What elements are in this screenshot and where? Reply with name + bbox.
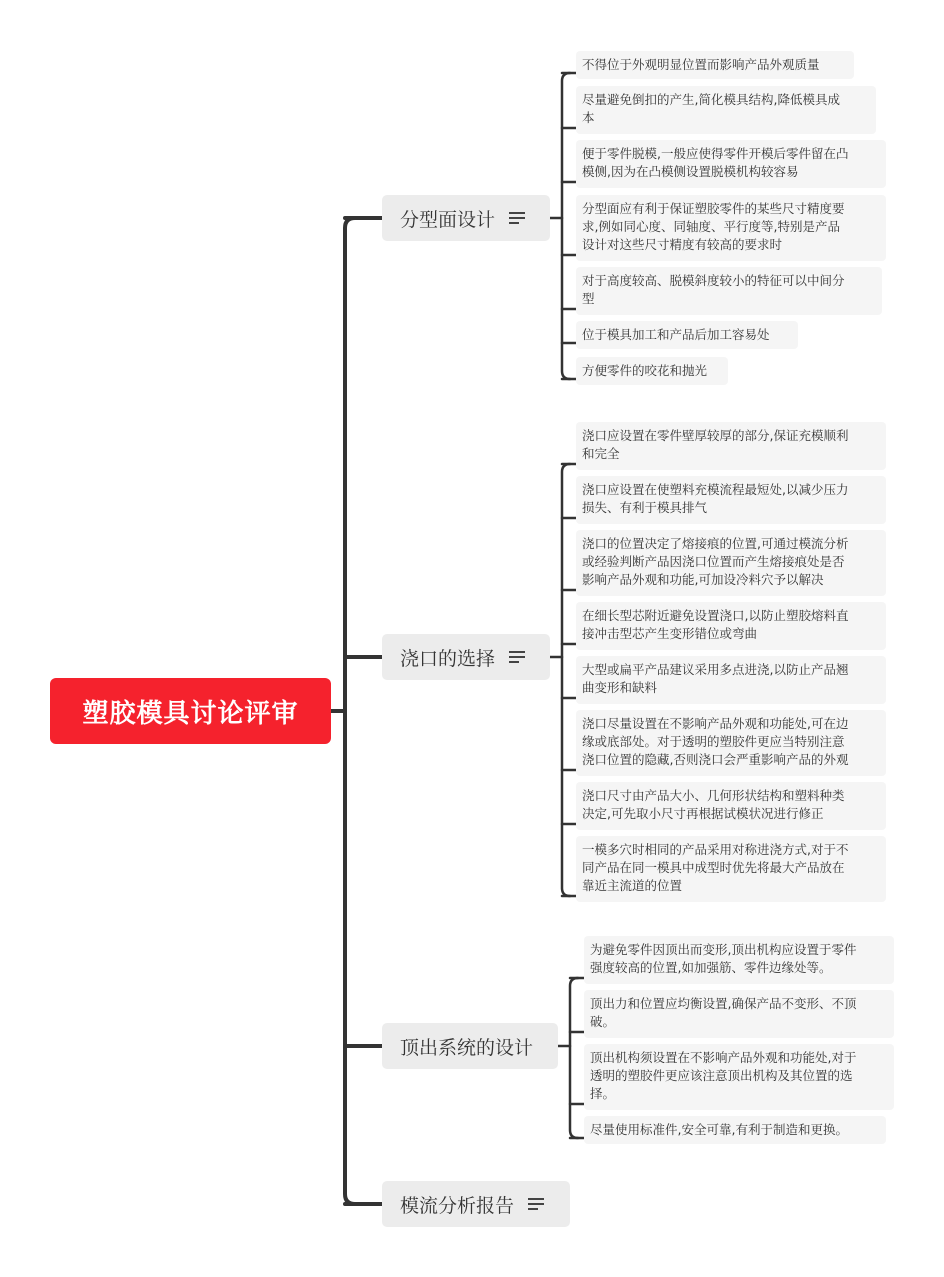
connector — [562, 464, 570, 896]
leaf-topic[interactable]: 顶出力和位置应均衡设置,确保产品不变形、不顶 破。 — [584, 990, 894, 1038]
leaf-topic[interactable]: 便于零件脱模,一般应使得零件开模后零件留在凸 模侧,因为在凸模侧设置脱模机构较容易 — [576, 140, 886, 188]
leaf-topic[interactable]: 位于模具加工和产品后加工容易处 — [576, 321, 798, 349]
leaf-topic[interactable]: 顶出机构须设置在不影响产品外观和功能处,对于 透明的塑胶件更应该注意顶出机构及其位置的选 择。 — [584, 1044, 894, 1110]
leaf-topic[interactable]: 尽量避免倒扣的产生,简化模具结构,降低模具成 本 — [576, 86, 876, 134]
branch-topic[interactable] — [382, 195, 550, 241]
connector — [570, 978, 578, 1138]
notes-icon[interactable] — [509, 212, 525, 224]
notes-icon[interactable] — [509, 651, 525, 663]
leaf-topic[interactable]: 分型面应有利于保证塑胶零件的某些尺寸精度要 求,例如同心度、同轴度、平行度等,特别是产品 设计对这些尺寸精度有较高的要求时 — [576, 195, 886, 261]
branch-label: 顶出系统的设计 — [400, 1036, 534, 1059]
leaf-topic[interactable]: 大型或扁平产品建议采用多点进浇,以防止产品翘 曲变形和缺料 — [576, 656, 886, 704]
connector — [345, 218, 355, 1204]
notes-icon[interactable] — [528, 1198, 544, 1210]
branch-label: 分型面设计 — [400, 208, 496, 231]
leaf-topic[interactable]: 浇口尺寸由产品大小、几何形状结构和塑料种类 决定,可先取小尺寸再根据试模状况进行修正 — [576, 782, 886, 830]
leaf-topic[interactable]: 一模多穴时相同的产品采用对称进浇方式,对于不 同产品在同一模具中成型时优先将最大产品放在 靠近主流道的位置 — [576, 836, 886, 902]
root-topic[interactable]: 塑胶模具讨论评审 — [50, 678, 331, 744]
leaf-topic[interactable]: 不得位于外观明显位置而影响产品外观质量 — [576, 51, 854, 79]
leaf-topic[interactable]: 对于高度较高、脱模斜度较小的特征可以中间分 型 — [576, 267, 882, 315]
leaf-topic[interactable]: 浇口应设置在零件壁厚较厚的部分,保证充模顺利 和完全 — [576, 422, 886, 470]
branch-topic[interactable] — [382, 634, 550, 680]
leaf-topic[interactable]: 浇口尽量设置在不影响产品外观和功能处,可在边 缘或底部处。对于透明的塑胶件更应当特别注意 浇口位置的隐藏,否则浇口会严重影响产品的外观 — [576, 710, 886, 776]
connector — [562, 73, 570, 379]
leaf-topic[interactable]: 浇口应设置在使塑料充模流程最短处,以减少压力 损失、有利于模具排气 — [576, 476, 886, 524]
branch-topic[interactable] — [382, 1181, 570, 1227]
branch-label: 模流分析报告 — [400, 1194, 515, 1217]
leaf-topic[interactable]: 为避免零件因顶出而变形,顶出机构应设置于零件 强度较高的位置,如加强筋、零件边缘处等。 — [584, 936, 894, 984]
leaf-topic[interactable]: 尽量使用标准件,安全可靠,有利于制造和更换。 — [584, 1116, 886, 1144]
leaf-topic[interactable]: 方便零件的咬花和抛光 — [576, 357, 728, 385]
branch-topic[interactable] — [382, 1023, 558, 1069]
leaf-topic[interactable]: 在细长型芯附近避免设置浇口,以防止塑胶熔料直 接冲击型芯产生变形错位或弯曲 — [576, 602, 886, 650]
branch-label: 浇口的选择 — [400, 647, 496, 670]
leaf-topic[interactable]: 浇口的位置决定了熔接痕的位置,可通过模流分析 或经验判断产品因浇口位置而产生熔接痕处是否 影响产品外观和功能,可加设冷料穴予以解决 — [576, 530, 886, 596]
